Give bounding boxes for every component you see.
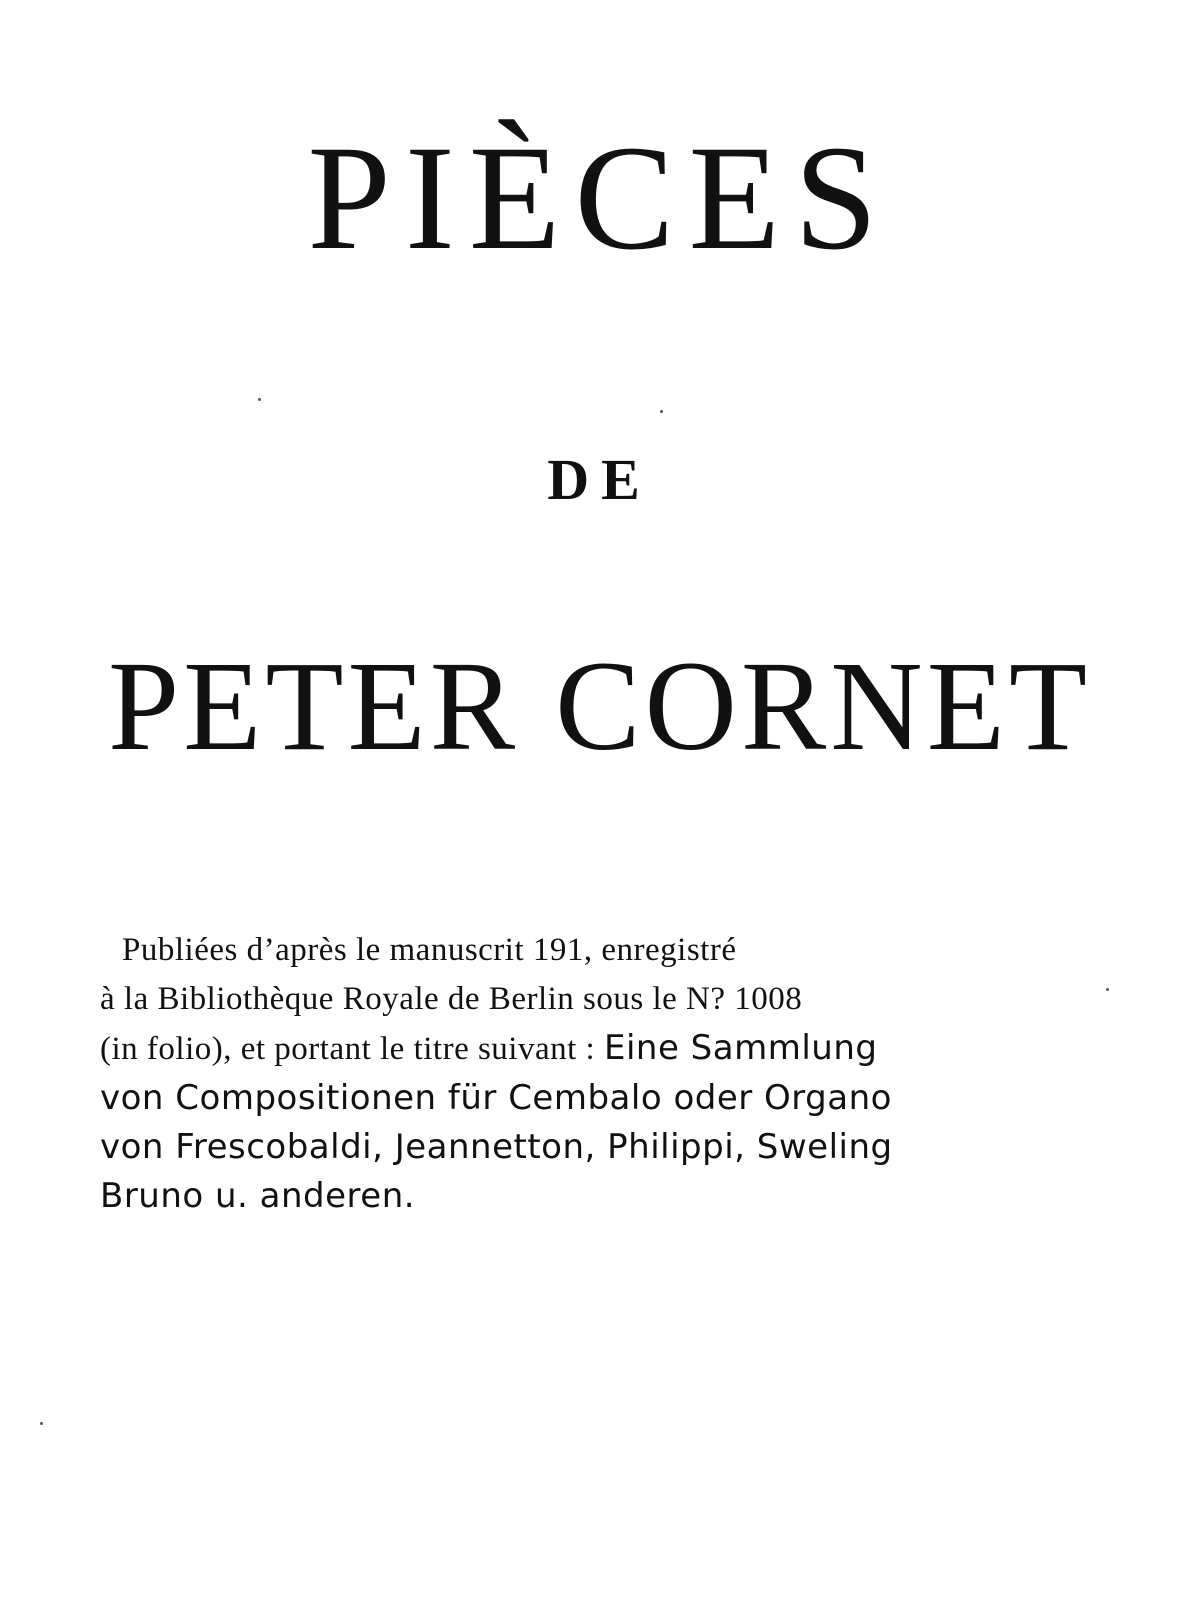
description-line-4: von Compositionen für Cembalo oder Organo (100, 1078, 892, 1118)
description-line-1: Publiées d’après le manuscrit 191, enregistré (122, 932, 737, 968)
scan-speck (40, 1422, 43, 1425)
description-line-5: von Frescobaldi, Jeannetton, Philippi, Sweling (100, 1127, 893, 1167)
description-line-3-prefix: (in folio), et portant le titre suivant : (100, 1031, 604, 1067)
title-author: PETER CORNET (107, 635, 1092, 777)
collection-title-start: Eine Sammlung (603, 1028, 878, 1068)
description-line-2: à la Bibliothèque Royale de Berlin sous le N? 1008 (100, 981, 803, 1017)
description-line-3 (100, 1024, 1100, 1074)
description-line-6: Bruno u. anderen. (100, 1176, 416, 1216)
scan-speck (660, 410, 663, 413)
scan-speck (258, 398, 261, 401)
title-connector: DE (547, 447, 652, 512)
scan-speck (1106, 988, 1109, 991)
description-block (100, 926, 1100, 1221)
title-main: PIÈCES (307, 115, 892, 281)
